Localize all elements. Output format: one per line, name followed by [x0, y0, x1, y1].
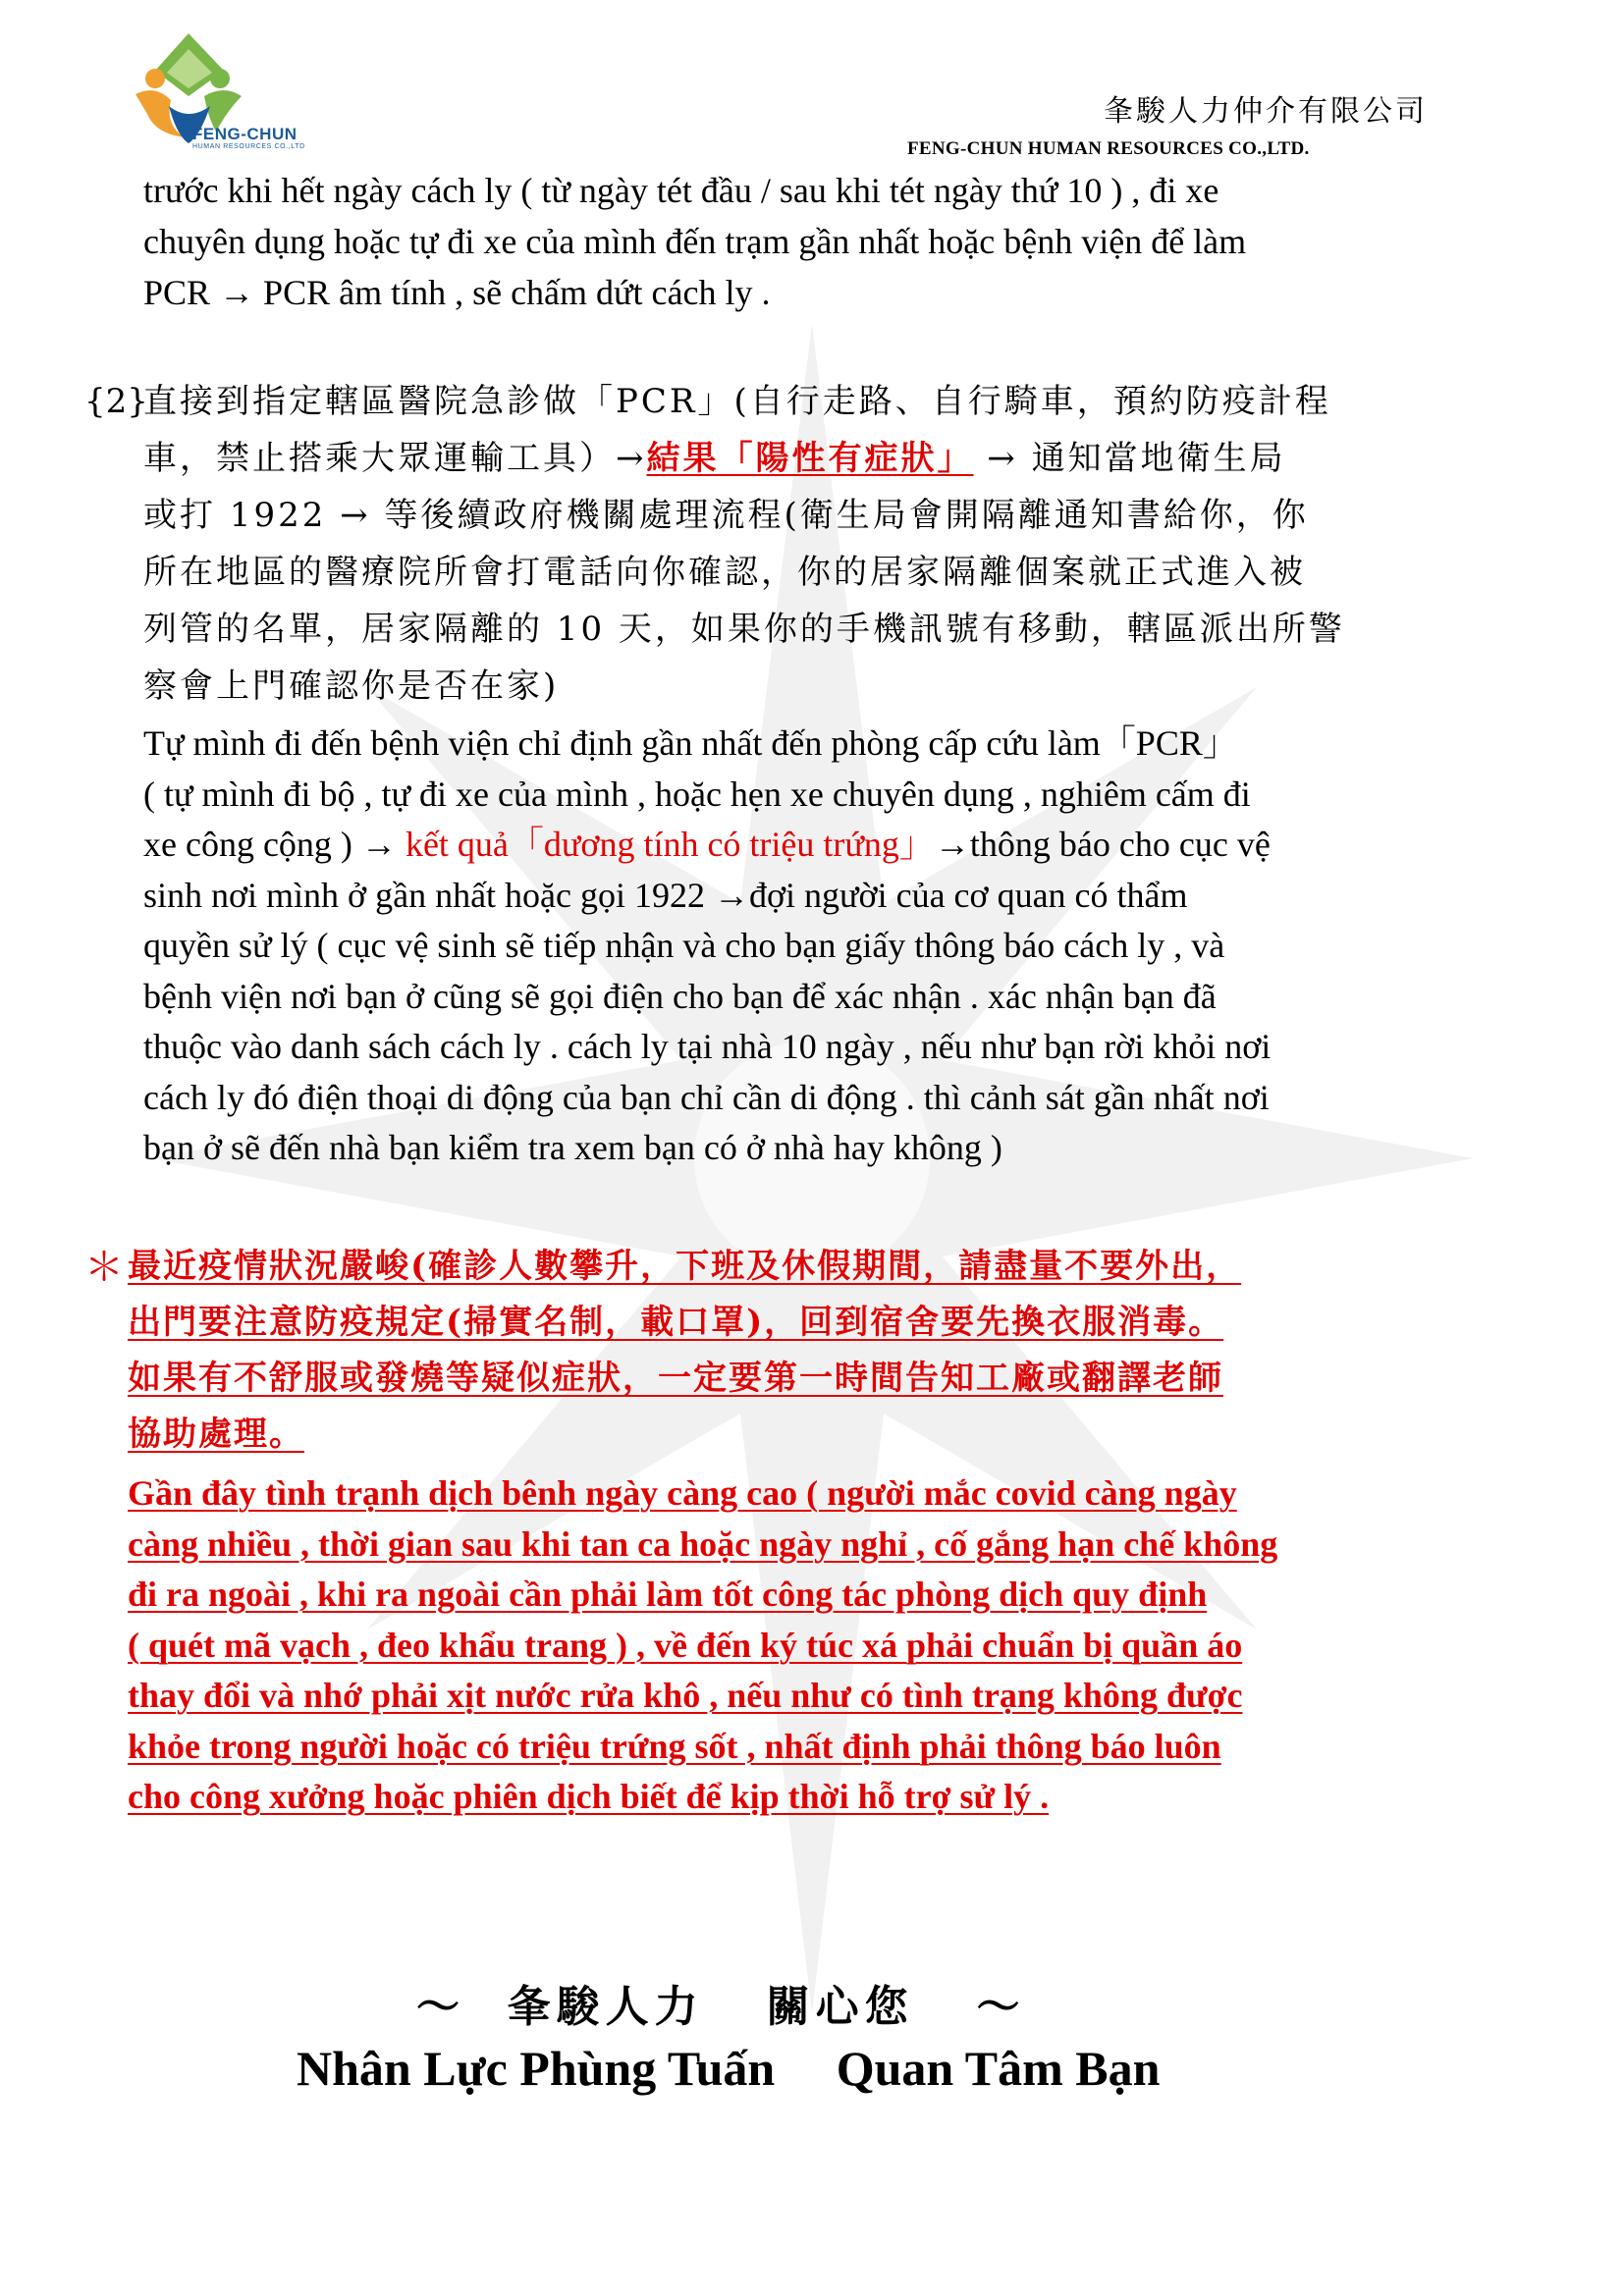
company-name-english: FENG-CHUN HUMAN RESOURCES CO.,LTD.: [907, 138, 1310, 159]
notice-vi-line: Gần đây tình trạnh dịch bênh ngày càng cao ( người mắc covid càng ngày: [128, 1473, 1237, 1513]
positive-result-highlight: 結果「陽性有症狀」: [646, 439, 974, 478]
notice-cn-line: 如果有不舒服或發燒等疑似症狀，一定要第一時間告知工廠或翻譯老師: [128, 1359, 1223, 1398]
section-2-vi-line: [143, 820, 1557, 871]
intro-line: PCR → PCR âm tính , sẽ chấm dứt cách ly .: [143, 273, 771, 312]
notice-cn-line: 最近疫情狀況嚴峻(確診人數攀升，下班及休假期間，請盡量不要外出，: [128, 1247, 1242, 1286]
intro-paragraph: [143, 165, 1557, 318]
section-2-cn-line: 列管的名單，居家隔離的 10 天，如果你的手機訊號有移動，轄區派出所警: [143, 610, 1345, 649]
section-2-cn-line: 察會上門確認你是否在家): [143, 667, 560, 706]
notice-vi-line: cho công xưởng hoặc phiên dịch biết để kịp thời hỗ trợ sử lý .: [128, 1777, 1050, 1816]
notice-vi-line: ( quét mã vạch , đeo khẩu trang ) , về đến ký túc xá phải chuẩn bị quần áo: [128, 1625, 1243, 1665]
notice-cn-line: 出門要注意防疫規定(掃實名制，載口罩)，回到宿舍要先換衣服消毒。: [128, 1303, 1224, 1342]
section-2-cn-text: 車，禁止搭乘大眾運輸工具）→: [143, 439, 647, 478]
logo-text: FENG-CHUN: [192, 125, 298, 143]
notice-cn-line: 協助處理。: [128, 1415, 304, 1454]
section-2-vi-line: cách ly đó điện thoại di động của bạn chỉ cần di động . thì cảnh sát gần nhất nơi: [143, 1077, 1270, 1117]
section-2-vi-line: Tự mình đi đến bệnh viện chỉ định gần nhất đến phòng cấp cứu làm「PCR」: [143, 723, 1238, 763]
section-2-vi-line: quyền sử lý ( cục vệ sinh sẽ tiếp nhận và cho bạn giấy thông báo cách ly , và: [143, 926, 1225, 965]
closing-chinese: ～ 夆駿人力 關心您 ～: [416, 1982, 1026, 2032]
section-2-vi-line: bệnh viện nơi bạn ở cũng sẽ gọi điện cho bạn để xác nhận . xác nhận bạn đã: [143, 976, 1217, 1016]
section-2-vietnamese: [143, 719, 1557, 1174]
section-2-marker: {2}: [84, 382, 148, 421]
section-2-vi-text: xe công cộng ) →: [143, 825, 406, 864]
section-2-vi-line: sinh nơi mình ở gần nhất hoặc gọi 1922 →đợi người của cơ quan có thẩm: [143, 875, 1188, 915]
section-2-vi-text: →thông báo cho cục vệ: [934, 825, 1271, 864]
intro-line: trước khi hết ngày cách ly ( từ ngày tét đầu / sau khi tét ngày thứ 10 ) , đi xe: [143, 171, 1219, 210]
notice-vi-line: thay đổi và nhớ phải xịt nước rửa khô , nếu như có tình trạng không được: [128, 1676, 1243, 1715]
section-2-cn-line: 或打 1922 → 等後續政府機關處理流程(衛生局會開隔離通知書給你，你: [143, 496, 1309, 535]
company-name-chinese: 夆駿人力仲介有限公司: [1104, 94, 1428, 129]
logo-subtext: HUMAN RESOURCES CO.,LTD: [192, 143, 305, 150]
notice-vietnamese: [128, 1468, 1542, 1823]
closing-vietnamese: Nhân Lực Phùng Tuấn Quan Tâm Bạn: [297, 2041, 1161, 2096]
section-2-cn-line: 直接到指定轄區醫院急診做「PCR」(自行走路、自行騎車，預約防疫計程: [143, 382, 1331, 421]
positive-result-highlight-vi: kết quả「dương tính có triệu trứng」: [405, 825, 935, 864]
notice-chinese: [128, 1239, 1542, 1463]
section-2-vi-line: bạn ở sẽ đến nhà bạn kiểm tra xem bạn có ở nhà hay không ): [143, 1128, 1002, 1167]
section-2-cn-text: → 通知當地衛生局: [973, 439, 1286, 478]
section-2-cn-line: 所在地區的醫療院所會打電話向你確認，你的居家隔離個案就正式進入被: [143, 553, 1306, 592]
notice-vi-line: khỏe trong người hoặc có triệu trứng sốt , nhất định phải thông báo luôn: [128, 1726, 1221, 1766]
intro-line: chuyên dụng hoặc tự đi xe của mình đến trạm gần nhất hoặc bệnh viện để làm: [143, 222, 1247, 261]
section-2-vi-line: thuộc vào danh sách cách ly . cách ly tại nhà 10 ngày , nếu như bạn rời khỏi nơi: [143, 1027, 1272, 1066]
section-2-cn-line: [143, 430, 1557, 487]
notice-vi-line: càng nhiều , thời gian sau khi tan ca hoặc ngày nghỉ , cố gắng hạn chế không: [128, 1523, 1278, 1564]
notice-star-icon: ＊: [84, 1245, 124, 1290]
notice-vi-line: đi ra ngoài , khi ra ngoài cần phải làm tốt công tác phòng dịch quy định: [128, 1575, 1208, 1614]
section-2-vi-line: ( tự mình đi bộ , tự đi xe của mình , hoặc hẹn xe chuyên dụng , nghiêm cấm đi: [143, 774, 1251, 814]
section-2-chinese: [143, 373, 1557, 715]
